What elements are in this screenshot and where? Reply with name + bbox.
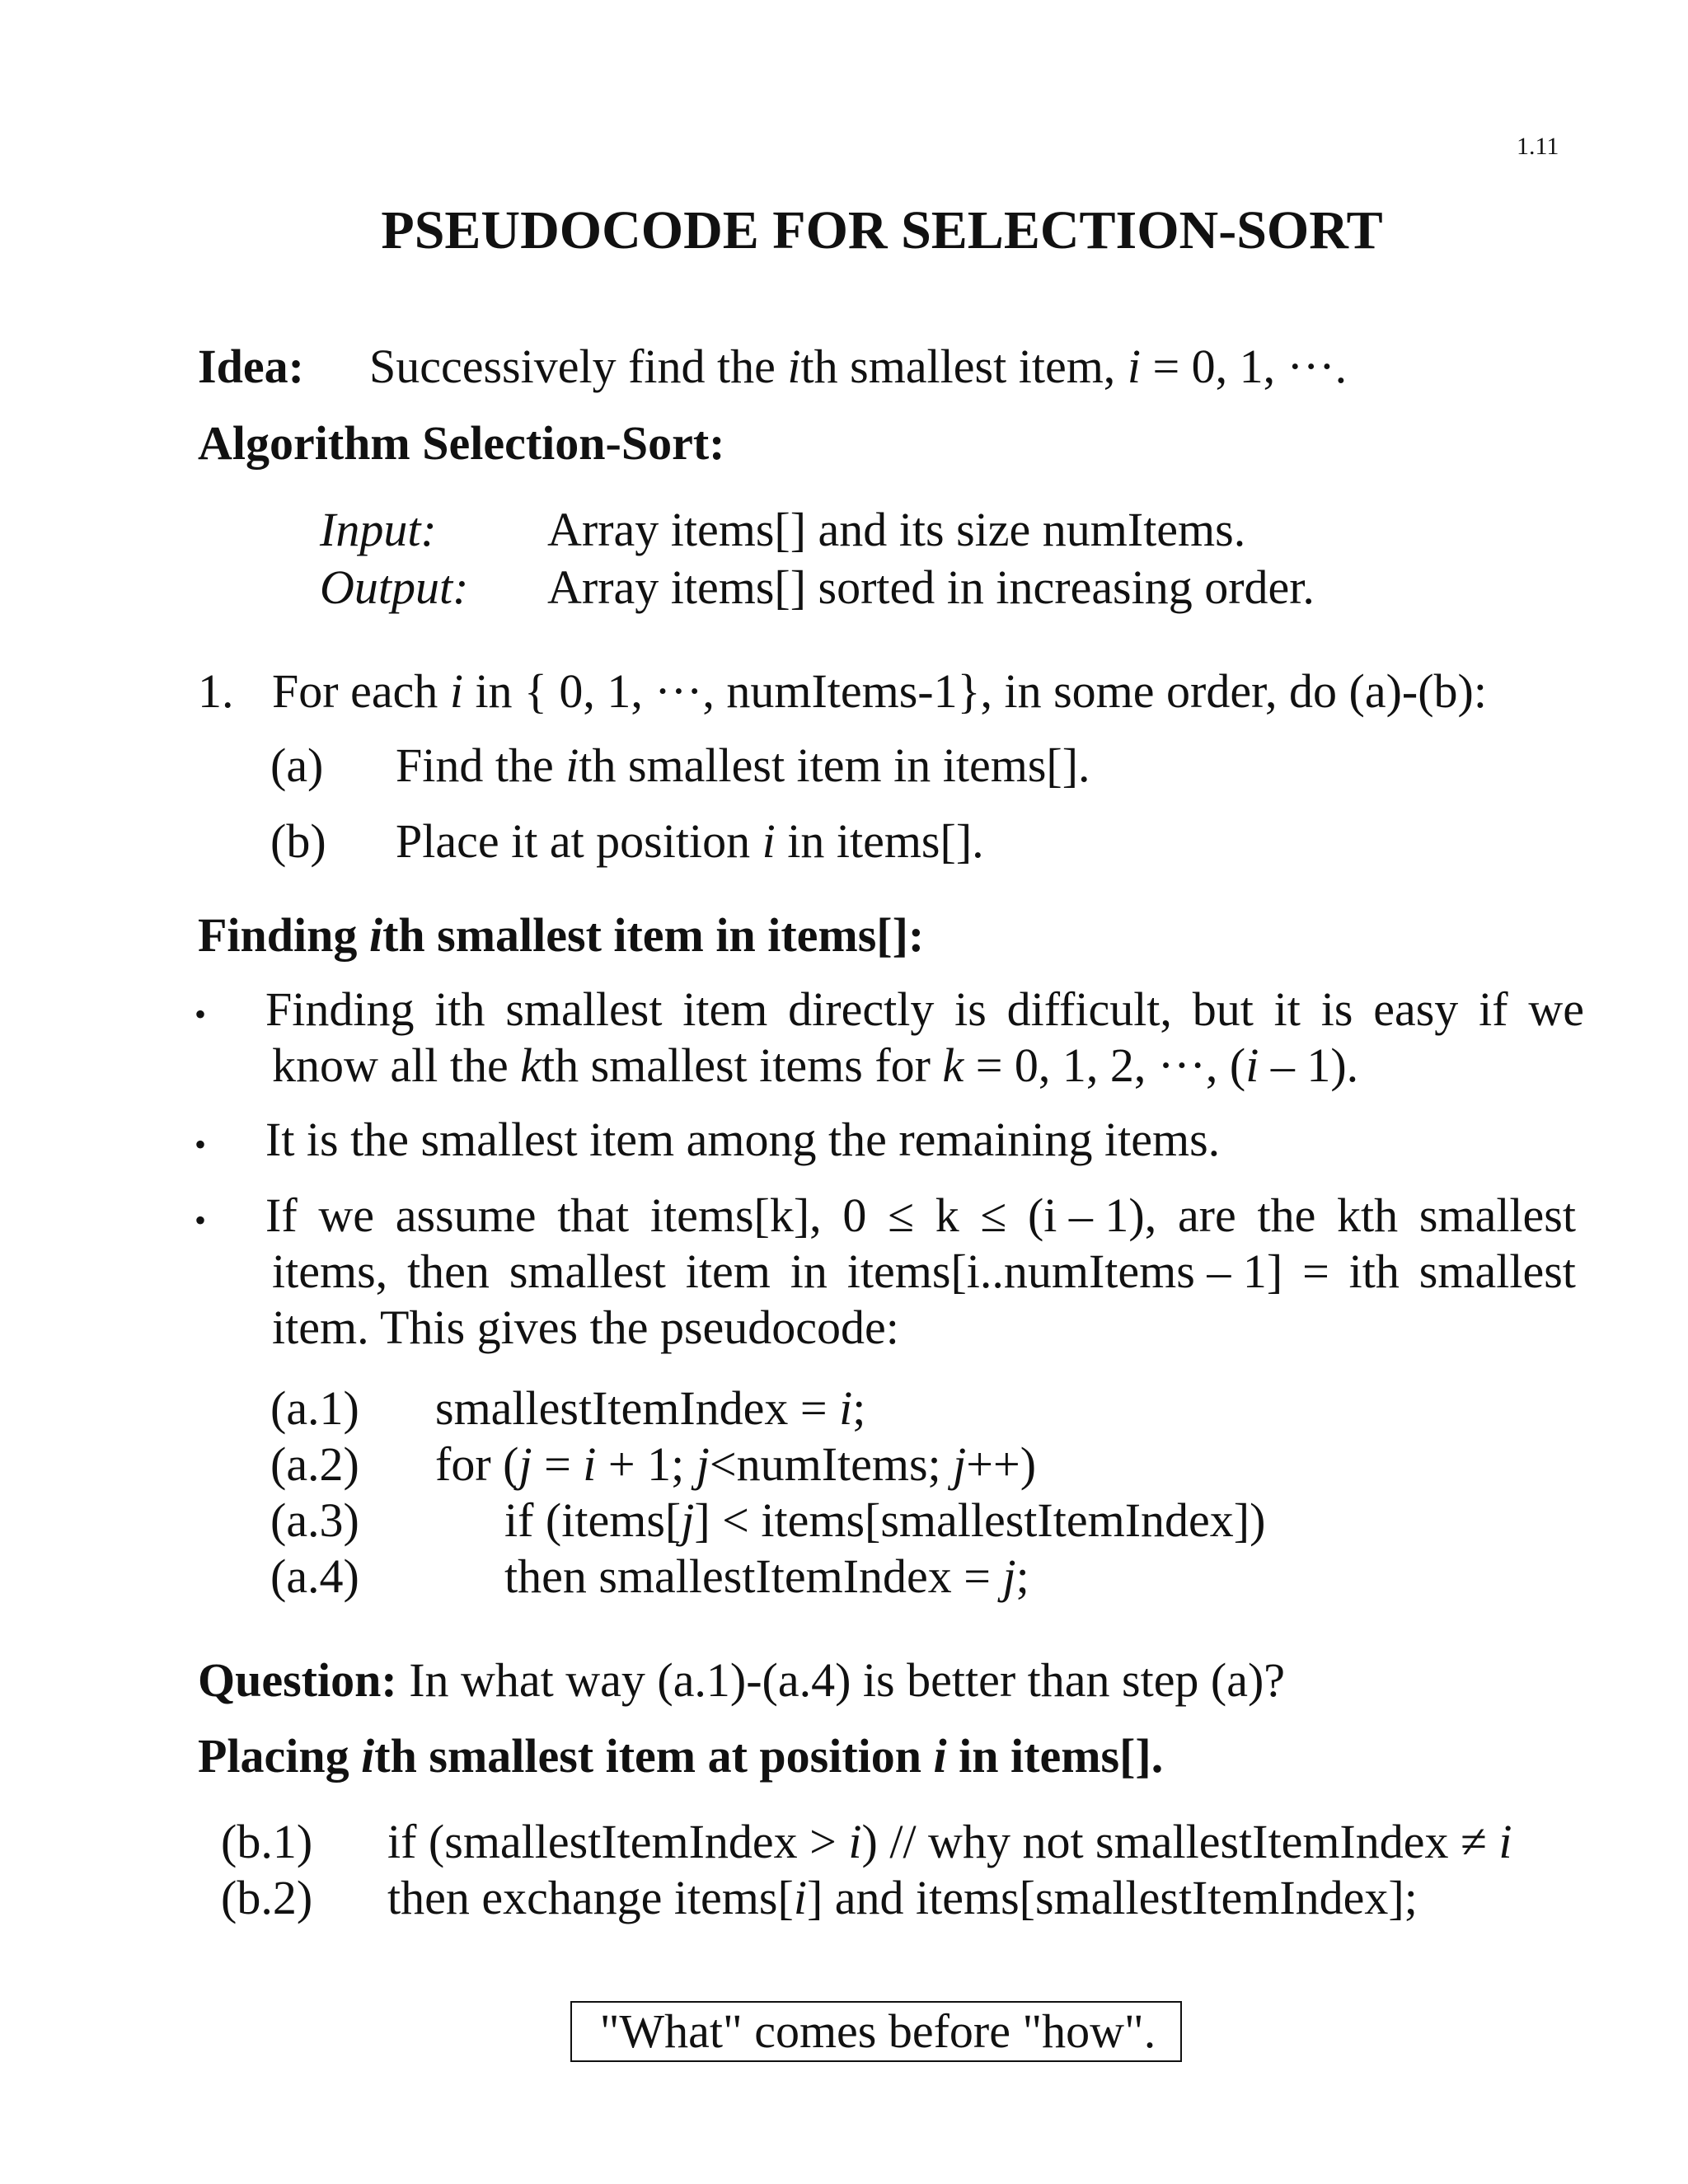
code-b2-line: then exchange items[i] and items[smallestItemIndex]; — [387, 1871, 1418, 1924]
code-a1-line: smallestItemIndex = i; — [435, 1381, 866, 1435]
page-number: 1.11 — [1517, 133, 1559, 160]
step-a-text: Find the ith smallest item in items[]. — [396, 738, 1090, 792]
code-a4-line: then smallestItemIndex = j; — [504, 1549, 1029, 1603]
step-1-text: For each i in { 0, 1, ···, numItems-1}, in some order, do (a)-(b): — [272, 664, 1487, 718]
output-text: Array items[] sorted in increasing order. — [547, 560, 1315, 614]
quote-text: "What" comes before "how". — [599, 2004, 1156, 2058]
input-label: Input: — [320, 503, 437, 556]
code-a4-label: (a.4) — [270, 1549, 359, 1603]
page-title: PSEUDOCODE FOR SELECTION-SORT — [381, 200, 1383, 260]
bullet-1-icon: • — [195, 996, 207, 1033]
bullet-3-line-3: item. This gives the pseudocode: — [272, 1301, 899, 1354]
bullet-3-line-2: items, then smallest item in items[i..numItems – 1] = ith smallest — [272, 1244, 1576, 1298]
code-a3-label: (a.3) — [270, 1493, 359, 1547]
bullet-1-line-1: Finding ith smallest item directly is difficult, but it is easy if we — [265, 982, 1584, 1036]
code-a1-label: (a.1) — [270, 1381, 359, 1435]
idea-text: Successively find the ith smallest item, i = 0, 1, ···. — [369, 340, 1348, 393]
step-1-number: 1. — [198, 664, 234, 718]
idea-label: Idea: — [198, 340, 304, 393]
input-text: Array items[] and its size numItems. — [547, 503, 1246, 556]
code-a3-line: if (items[j] < items[smallestItemIndex]) — [504, 1493, 1266, 1547]
code-b1-label: (b.1) — [221, 1815, 313, 1868]
question-line: Question: In what way (a.1)-(a.4) is better than step (a)? — [198, 1653, 1286, 1707]
code-a2-label: (a.2) — [270, 1437, 359, 1491]
bullet-1-line-2: know all the kth smallest items for k = 0, 1, 2, ···, (i – 1). — [272, 1038, 1359, 1092]
algorithm-heading: Algorithm Selection-Sort: — [198, 416, 725, 470]
step-b-label: (b) — [270, 814, 326, 868]
placing-heading: Placing ith smallest item at position i in items[]. — [198, 1729, 1164, 1783]
step-b-text: Place it at position i in items[]. — [396, 814, 984, 868]
code-b2-label: (b.2) — [221, 1871, 313, 1924]
bullet-3-line-1: If we assume that items[k], 0 ≤ k ≤ (i – 1), are the kth smallest — [265, 1188, 1576, 1242]
bullet-2-icon: • — [195, 1126, 207, 1163]
bullet-3-icon: • — [195, 1202, 207, 1239]
code-a2-line: for (j = i + 1; j<numItems; j++) — [435, 1437, 1037, 1491]
step-a-label: (a) — [270, 738, 324, 792]
code-b1-line: if (smallestItemIndex > i) // why not smallestItemIndex ≠ i — [387, 1815, 1512, 1868]
output-label: Output: — [320, 560, 469, 614]
bullet-2-text: It is the smallest item among the remaining items. — [265, 1113, 1221, 1166]
finding-heading: Finding ith smallest item in items[]: — [198, 908, 925, 962]
